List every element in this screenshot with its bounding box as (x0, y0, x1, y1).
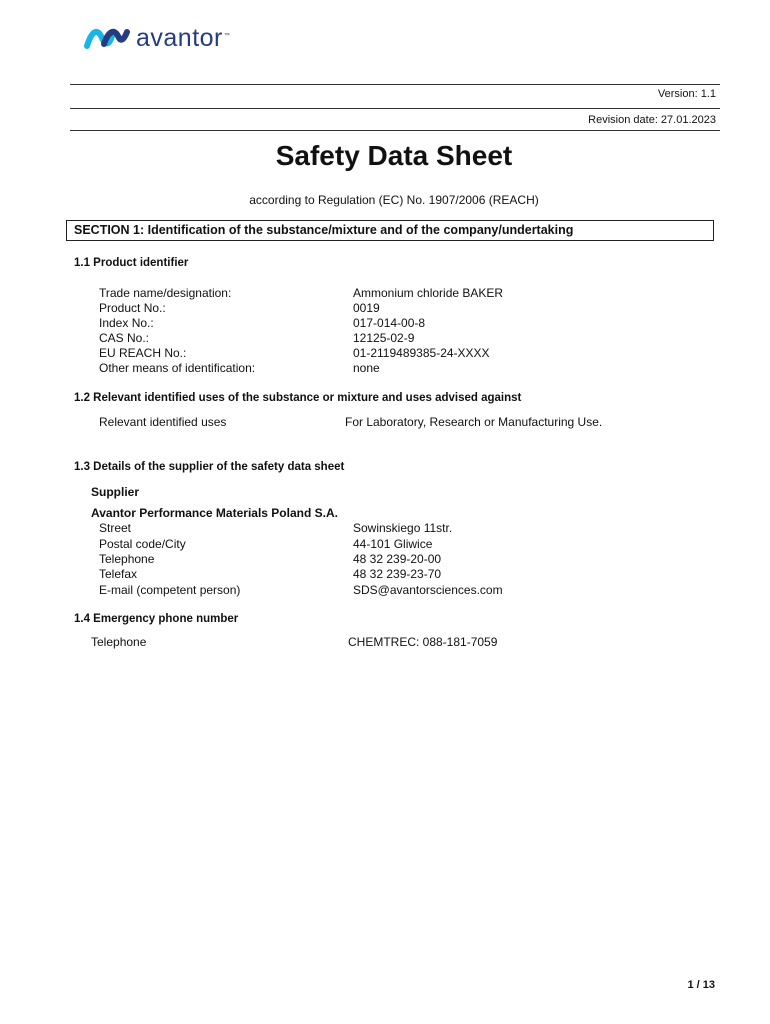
other-means-value: none (353, 361, 380, 375)
supplier-label: Supplier (91, 485, 140, 499)
emergency-telephone-value: CHEMTREC: 088-181-7059 (348, 635, 498, 649)
identified-uses-value: For Laboratory, Research or Manufacturing Use. (345, 415, 603, 429)
avantor-logo (84, 20, 230, 56)
avantor-mark-icon (84, 24, 130, 52)
index-no-label: Index No.: (99, 316, 154, 330)
cas-no-value: 12125-02-9 (353, 331, 415, 345)
section-1-title: SECTION 1: Identification of the substance/mixture and of the company/undertaking (74, 223, 574, 237)
trade-name-value: Ammonium chloride BAKER (353, 286, 504, 300)
product-no-label: Product No.: (99, 301, 166, 315)
street-value: Sowinskiego 11str. (353, 521, 453, 535)
eu-reach-no-label: EU REACH No.: (99, 346, 187, 360)
telefax-label: Telefax (99, 567, 138, 581)
telefax-value: 48 32 239-23-70 (353, 567, 442, 581)
subsection-1-2-heading: 1.2 Relevant identified uses of the substance or mixture and uses advised against (74, 392, 522, 404)
other-means-label: Other means of identification: (99, 361, 256, 375)
logo-wordmark: avantor (136, 23, 223, 52)
emergency-telephone-label: Telephone (91, 635, 147, 649)
postal-code-label: Postal code/City (99, 537, 186, 551)
email-value: SDS@avantorsciences.com (353, 583, 503, 597)
header-rule-middle (70, 108, 720, 109)
cas-no-label: CAS No.: (99, 331, 150, 345)
page-number: 1 / 13 (687, 979, 715, 991)
eu-reach-no-value: 01-2119489385-24-XXXX (353, 346, 490, 360)
subsection-1-4-heading: 1.4 Emergency phone number (74, 613, 239, 625)
index-no-value: 017-014-00-8 (353, 316, 426, 330)
identified-uses-label: Relevant identified uses (99, 415, 227, 429)
email-label: E-mail (competent person) (99, 583, 241, 597)
header-rule-top (70, 84, 720, 85)
telephone-label: Telephone (99, 552, 155, 566)
telephone-value: 48 32 239-20-00 (353, 552, 442, 566)
logo-trademark: ™ (223, 33, 230, 39)
trade-name-label: Trade name/designation: (99, 286, 232, 300)
page-title: Safety Data Sheet (275, 140, 513, 171)
subsection-1-1-heading: 1.1 Product identifier (74, 257, 189, 269)
postal-code-value: 44-101 Gliwice (353, 537, 433, 551)
revision-date-text: Revision date: 27.01.2023 (588, 114, 716, 126)
header-rule-bottom (70, 130, 720, 131)
product-no-value: 0019 (353, 301, 380, 315)
section-1-header (66, 220, 714, 241)
supplier-company: Avantor Performance Materials Poland S.A. (91, 506, 338, 520)
regulation-subtitle: according to Regulation (EC) No. 1907/2006 (REACH) (249, 193, 539, 207)
street-label: Street (99, 521, 132, 535)
version-text: Version: 1.1 (657, 88, 716, 100)
subsection-1-3-heading: 1.3 Details of the supplier of the safety data sheet (74, 461, 345, 473)
